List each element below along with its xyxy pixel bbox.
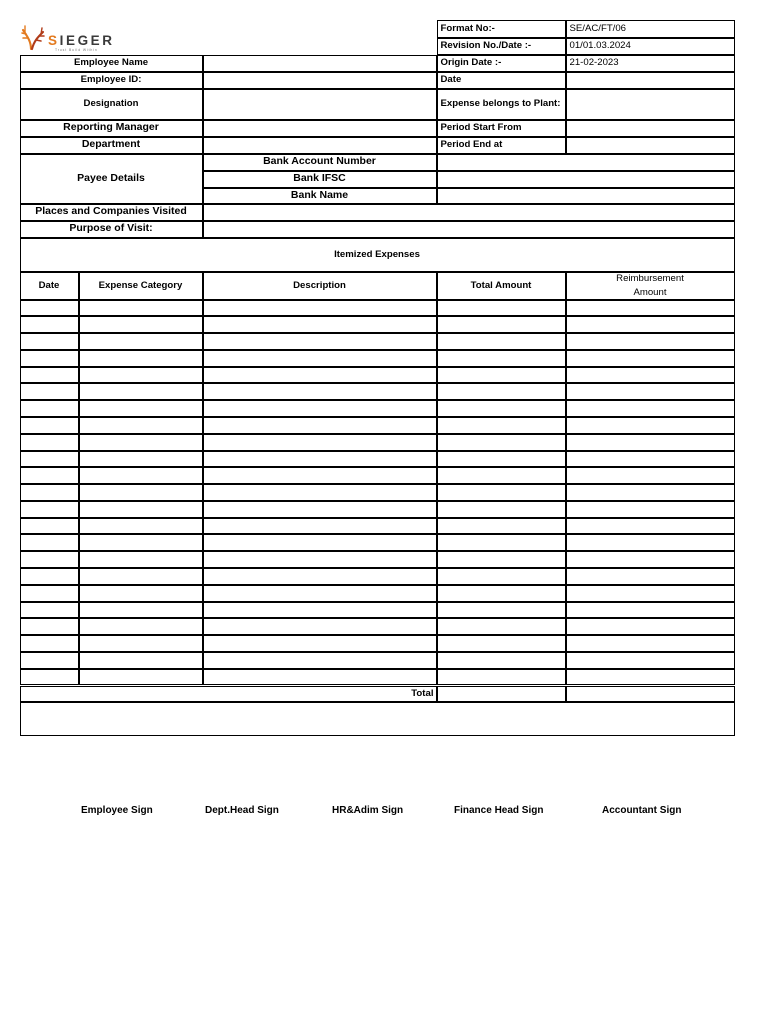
row-category-cell[interactable] — [79, 316, 203, 333]
places-visited-field[interactable] — [203, 204, 735, 221]
row-total-amount-cell[interactable] — [437, 518, 566, 535]
row-total-amount-cell[interactable] — [437, 434, 566, 451]
row-date-cell[interactable] — [20, 434, 79, 451]
row-total-amount-cell[interactable] — [437, 367, 566, 384]
row-reimbursement-cell[interactable] — [566, 367, 735, 384]
row-date-cell[interactable] — [20, 568, 79, 585]
row-description-cell[interactable] — [203, 669, 437, 686]
format-no-value: SE/AC/FT/06 — [566, 20, 735, 38]
company-logo — [20, 19, 124, 53]
row-description-cell[interactable] — [203, 652, 437, 669]
row-category-cell[interactable] — [79, 602, 203, 619]
column-header-description: Description — [203, 272, 437, 300]
row-reimbursement-cell[interactable] — [566, 350, 735, 367]
row-reimbursement-cell[interactable] — [566, 316, 735, 333]
row-category-cell[interactable] — [79, 467, 203, 484]
row-date-cell[interactable] — [20, 518, 79, 535]
bank-ifsc-label: Bank IFSC — [203, 171, 437, 188]
expense-plant-label: Expense belongs to Plant: — [437, 89, 566, 120]
row-date-cell[interactable] — [20, 585, 79, 602]
row-date-cell[interactable] — [20, 635, 79, 652]
row-category-cell[interactable] — [79, 367, 203, 384]
row-total-amount-cell[interactable] — [437, 383, 566, 400]
reporting-manager-label: Reporting Manager — [20, 120, 203, 137]
row-reimbursement-cell[interactable] — [566, 568, 735, 585]
bank-name-field[interactable] — [437, 188, 735, 204]
row-reimbursement-cell[interactable] — [566, 635, 735, 652]
row-reimbursement-cell[interactable] — [566, 417, 735, 434]
row-category-cell[interactable] — [79, 518, 203, 535]
employee-id-label: Employee ID: — [20, 72, 203, 89]
row-total-amount-cell[interactable] — [437, 484, 566, 501]
row-total-amount-cell[interactable] — [437, 501, 566, 518]
row-date-cell[interactable] — [20, 333, 79, 350]
row-category-cell[interactable] — [79, 434, 203, 451]
row-total-amount-cell[interactable] — [437, 316, 566, 333]
row-category-cell[interactable] — [79, 383, 203, 400]
row-description-cell[interactable] — [203, 568, 437, 585]
row-date-cell[interactable] — [20, 383, 79, 400]
row-description-cell[interactable] — [203, 367, 437, 384]
row-reimbursement-cell[interactable] — [566, 400, 735, 417]
row-description-cell[interactable] — [203, 316, 437, 333]
purpose-label: Purpose of Visit: — [20, 221, 203, 238]
row-category-cell[interactable] — [79, 300, 203, 317]
row-description-cell[interactable] — [203, 300, 437, 317]
row-total-amount-cell[interactable] — [437, 618, 566, 635]
employee-id-field[interactable] — [203, 72, 437, 89]
itemized-expenses-title: Itemized Expenses — [20, 238, 735, 272]
row-category-cell[interactable] — [79, 551, 203, 568]
row-date-cell[interactable] — [20, 652, 79, 669]
hr-admin-sign: HR&Adim Sign — [332, 805, 404, 816]
row-total-amount-cell[interactable] — [437, 551, 566, 568]
row-total-amount-cell[interactable] — [437, 333, 566, 350]
employee-name-field[interactable] — [203, 55, 437, 72]
department-field[interactable] — [203, 137, 437, 154]
row-date-cell[interactable] — [20, 300, 79, 317]
total-amount-field[interactable] — [437, 686, 566, 702]
bank-name-label: Bank Name — [203, 188, 437, 204]
designation-label: Designation — [20, 89, 203, 120]
row-category-cell[interactable] — [79, 451, 203, 468]
accountant-sign: Accountant Sign — [602, 805, 682, 816]
row-date-cell[interactable] — [20, 534, 79, 551]
revision-value: 01/01.03.2024 — [566, 38, 735, 55]
row-total-amount-cell[interactable] — [437, 568, 566, 585]
bank-account-field[interactable] — [437, 154, 735, 171]
row-date-cell[interactable] — [20, 501, 79, 518]
row-description-cell[interactable] — [203, 333, 437, 350]
row-reimbursement-cell[interactable] — [566, 551, 735, 568]
bank-account-label: Bank Account Number — [203, 154, 437, 171]
row-reimbursement-cell[interactable] — [566, 501, 735, 518]
designation-field[interactable] — [203, 89, 437, 120]
remarks-box[interactable] — [20, 702, 735, 736]
row-date-cell[interactable] — [20, 367, 79, 384]
column-header-total-amount: Total Amount — [437, 272, 566, 300]
reporting-manager-field[interactable] — [203, 120, 437, 137]
row-reimbursement-cell[interactable] — [566, 467, 735, 484]
row-description-cell[interactable] — [203, 350, 437, 367]
row-reimbursement-cell[interactable] — [566, 451, 735, 468]
row-date-cell[interactable] — [20, 484, 79, 501]
column-header-expense-category: Expense Category — [79, 272, 203, 300]
row-total-amount-cell[interactable] — [437, 467, 566, 484]
row-description-cell[interactable] — [203, 400, 437, 417]
row-description-cell[interactable] — [203, 551, 437, 568]
row-total-amount-cell[interactable] — [437, 669, 566, 686]
row-date-cell[interactable] — [20, 602, 79, 619]
row-description-cell[interactable] — [203, 534, 437, 551]
row-total-amount-cell[interactable] — [437, 602, 566, 619]
row-date-cell[interactable] — [20, 400, 79, 417]
row-reimbursement-cell[interactable] — [566, 383, 735, 400]
row-reimbursement-cell[interactable] — [566, 484, 735, 501]
date-label: Date — [437, 72, 566, 89]
row-reimbursement-cell[interactable] — [566, 585, 735, 602]
row-category-cell[interactable] — [79, 501, 203, 518]
bank-ifsc-field[interactable] — [437, 171, 735, 188]
row-total-amount-cell[interactable] — [437, 417, 566, 434]
row-description-cell[interactable] — [203, 467, 437, 484]
period-end-field[interactable] — [566, 137, 735, 154]
row-description-cell[interactable] — [203, 484, 437, 501]
row-description-cell[interactable] — [203, 635, 437, 652]
format-no-label: Format No:- — [437, 20, 566, 38]
purpose-field[interactable] — [203, 221, 735, 238]
row-total-amount-cell[interactable] — [437, 635, 566, 652]
column-header-reimbursement-amount — [566, 272, 735, 300]
reimbursement-header-line1: Reimbursement — [616, 272, 684, 284]
period-end-label: Period End at — [437, 137, 566, 154]
row-reimbursement-cell[interactable] — [566, 518, 735, 535]
row-category-cell[interactable] — [79, 669, 203, 686]
row-reimbursement-cell[interactable] — [566, 652, 735, 669]
row-reimbursement-cell[interactable] — [566, 534, 735, 551]
payee-details-label: Payee Details — [20, 154, 203, 204]
row-date-cell[interactable] — [20, 618, 79, 635]
row-description-cell[interactable] — [203, 417, 437, 434]
expense-plant-field[interactable] — [566, 89, 735, 120]
row-category-cell[interactable] — [79, 484, 203, 501]
row-total-amount-cell[interactable] — [437, 300, 566, 317]
antler-icon — [22, 26, 44, 49]
row-total-amount-cell[interactable] — [437, 400, 566, 417]
row-description-cell[interactable] — [203, 618, 437, 635]
row-reimbursement-cell[interactable] — [566, 300, 735, 317]
row-date-cell[interactable] — [20, 467, 79, 484]
row-description-cell[interactable] — [203, 518, 437, 535]
row-description-cell[interactable] — [203, 451, 437, 468]
department-label: Department — [20, 137, 203, 154]
period-start-label: Period Start From — [437, 120, 566, 137]
row-reimbursement-cell[interactable] — [566, 333, 735, 350]
dept-head-sign: Dept.Head Sign — [205, 805, 279, 816]
row-date-cell[interactable] — [20, 451, 79, 468]
places-visited-label: Places and Companies Visited — [20, 204, 203, 221]
date-field[interactable] — [566, 72, 735, 89]
row-total-amount-cell[interactable] — [437, 451, 566, 468]
row-total-amount-cell[interactable] — [437, 585, 566, 602]
employee-sign: Employee Sign — [81, 805, 153, 816]
total-label: Total — [20, 686, 437, 702]
row-date-cell[interactable] — [20, 417, 79, 434]
row-description-cell[interactable] — [203, 383, 437, 400]
logo-tagline: Trust Build Within — [55, 48, 98, 52]
row-date-cell[interactable] — [20, 350, 79, 367]
row-category-cell[interactable] — [79, 350, 203, 367]
row-description-cell[interactable] — [203, 602, 437, 619]
row-category-cell[interactable] — [79, 534, 203, 551]
row-date-cell[interactable] — [20, 669, 79, 686]
row-category-cell[interactable] — [79, 635, 203, 652]
logo-wordmark: SIEGER — [48, 33, 115, 48]
row-total-amount-cell[interactable] — [437, 350, 566, 367]
row-category-cell[interactable] — [79, 585, 203, 602]
row-category-cell[interactable] — [79, 618, 203, 635]
column-header-date: Date — [20, 272, 79, 300]
total-reimbursement-field[interactable] — [566, 686, 735, 702]
employee-name-label: Employee Name — [20, 55, 203, 72]
finance-head-sign: Finance Head Sign — [454, 805, 544, 816]
row-total-amount-cell[interactable] — [437, 534, 566, 551]
row-reimbursement-cell[interactable] — [566, 602, 735, 619]
reimbursement-header-line2: Amount — [633, 286, 667, 298]
row-reimbursement-cell[interactable] — [566, 669, 735, 686]
row-description-cell[interactable] — [203, 585, 437, 602]
period-start-field[interactable] — [566, 120, 735, 137]
row-category-cell[interactable] — [79, 400, 203, 417]
row-date-cell[interactable] — [20, 551, 79, 568]
row-category-cell[interactable] — [79, 652, 203, 669]
row-reimbursement-cell[interactable] — [566, 434, 735, 451]
row-category-cell[interactable] — [79, 568, 203, 585]
row-description-cell[interactable] — [203, 434, 437, 451]
origin-date-label: Origin Date :- — [437, 55, 566, 72]
row-reimbursement-cell[interactable] — [566, 618, 735, 635]
origin-date-value: 21-02-2023 — [566, 55, 735, 72]
revision-label: Revision No./Date :- — [437, 38, 566, 55]
row-date-cell[interactable] — [20, 316, 79, 333]
row-category-cell[interactable] — [79, 417, 203, 434]
row-total-amount-cell[interactable] — [437, 652, 566, 669]
row-description-cell[interactable] — [203, 501, 437, 518]
row-category-cell[interactable] — [79, 333, 203, 350]
